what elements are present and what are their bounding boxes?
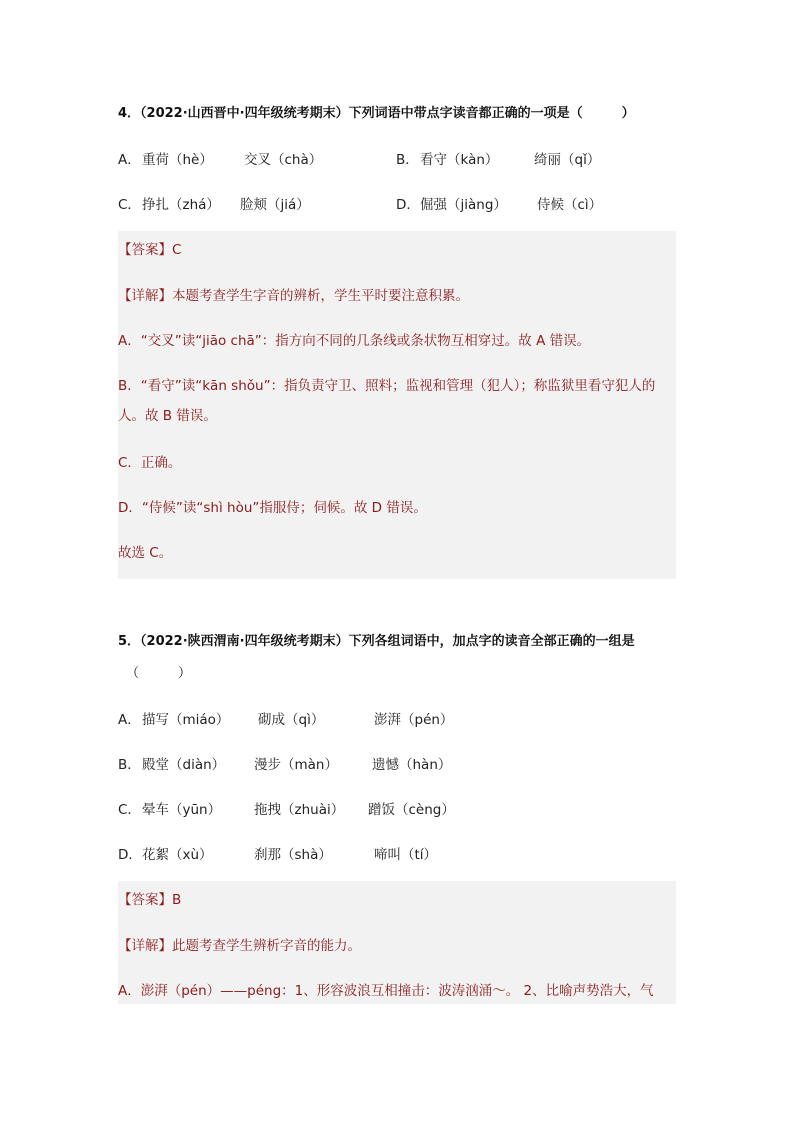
q5-detail-row xyxy=(118,934,361,954)
q4-detail-tag: 【详解】 xyxy=(118,288,172,304)
q5-option-d-word3: 啼叫（tí） xyxy=(374,847,438,863)
q5-option-b-word2: 漫步（màn） xyxy=(254,757,338,773)
q4-option-a-letter: A． xyxy=(118,152,141,168)
q4-option-c-word1: 挣扎（zhá） xyxy=(142,197,220,213)
q5-option-a-letter: A． xyxy=(118,712,141,728)
q4-answer-value: C xyxy=(172,242,182,258)
q5-option-a-word2: 砌成（qì） xyxy=(258,712,325,728)
q4-answer-tag: 【答案】 xyxy=(118,242,172,258)
q4-explain-c: C．正确。 xyxy=(118,455,182,471)
q4-option-d-word2: 侍候（cì） xyxy=(537,197,603,213)
q5-option-c-word2: 拖拽（zhuài） xyxy=(254,802,345,818)
q4-option-d-word1: 倔强（jiàng） xyxy=(420,197,507,213)
q5-option-d-letter: D． xyxy=(118,847,142,863)
q5-option-a-word1: 描写（miáo） xyxy=(142,712,230,728)
q5-answer-row xyxy=(118,888,181,908)
q5-option-b-letter: B． xyxy=(118,757,141,773)
q4-conclusion: 故选 C。 xyxy=(118,545,173,561)
q4-title: 4．（2022·山西晋中·四年级统考期末）下列词语中带点字读音都正确的一项是（ ） xyxy=(118,106,635,121)
q5-option-b-word1: 殿堂（diàn） xyxy=(142,757,226,773)
q4-option-b-word1: 看守（kàn） xyxy=(420,152,499,168)
q4-option-b-letter: B． xyxy=(396,152,419,168)
q5-option-b-word3: 遗憾（hàn） xyxy=(372,757,452,773)
q5-option-c-word1: 晕车（yūn） xyxy=(142,802,222,818)
q5-option-a-word3: 澎湃（pén） xyxy=(374,712,454,728)
q5-answer-tag: 【答案】 xyxy=(118,892,172,908)
q4-explain-b-cont: 人。故 B 错误。 xyxy=(118,408,217,424)
q4-detail-text: 本题考查学生字音的辨析，学生平时要注意积累。 xyxy=(172,288,469,304)
q5-option-c-letter: C． xyxy=(118,802,141,818)
q4-answer-row xyxy=(118,238,181,258)
q4-detail-row xyxy=(118,284,469,304)
q5-detail-tag: 【详解】 xyxy=(118,938,172,954)
q4-explain-d: D．“侍候”读“shì hòu”指服侍；伺候。故 D 错误。 xyxy=(118,500,427,516)
q4-explain-b: B．“看守”读“kān shǒu”：指负责守卫、照料；监视和管理（犯人）；称监狱里看守犯人的 xyxy=(118,378,656,394)
q5-option-d-word2: 刹那（shà） xyxy=(254,847,332,863)
q4-option-d-letter: D． xyxy=(396,197,420,213)
q5-answer-value: B xyxy=(172,892,182,908)
q4-option-a-word2: 交叉（chà） xyxy=(244,152,323,168)
q4-option-c-word2: 脸颊（jiá） xyxy=(240,197,310,213)
q5-option-c-word3: 蹭饭（cèng） xyxy=(368,802,455,818)
q4-explain-a: A．“交叉”读“jiāo chā”：指方向不同的几条线或条状物互相穿过。故 A 错误。 xyxy=(118,333,591,349)
q5-title: 5．（2022·陕西渭南·四年级统考期末）下列各组词语中，加点字的读音全部正确的一组是 xyxy=(118,634,635,649)
q5-detail-text: 此题考查学生辨析字音的能力。 xyxy=(172,938,361,954)
q5-option-d-word1: 花絮（xù） xyxy=(142,847,213,863)
q4-option-c-letter: C． xyxy=(118,197,141,213)
q5-explain-a: A．澎湃（pén）——péng：1、形容波浪互相撞击：波涛汹涌～。 2、比喻声势浩大，气 xyxy=(118,983,654,999)
q5-title-blank: （ ） xyxy=(126,666,192,681)
q4-option-b-word2: 绮丽（qǐ） xyxy=(534,152,601,168)
q4-option-a-word1: 重荷（hè） xyxy=(142,152,213,168)
